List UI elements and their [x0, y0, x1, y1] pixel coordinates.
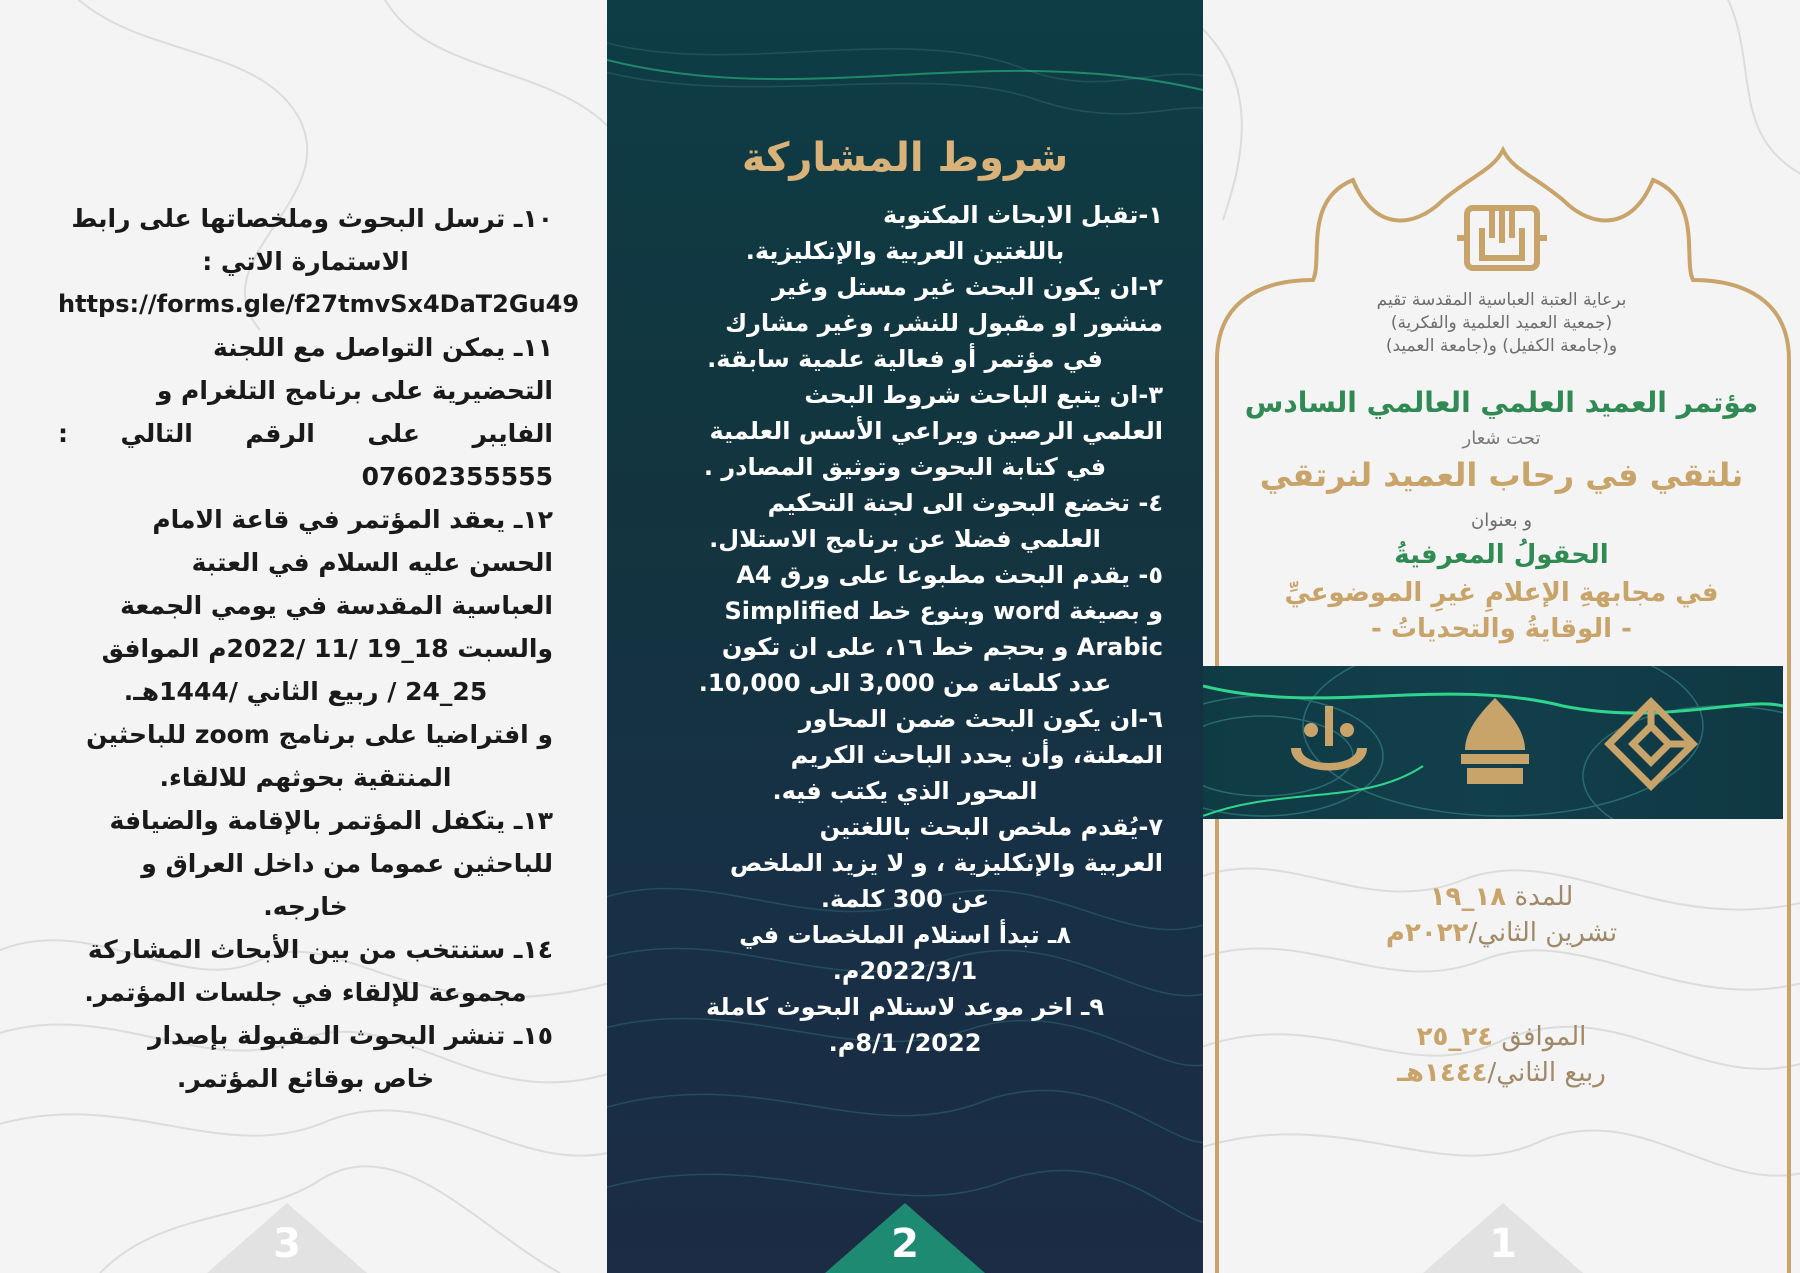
text-line: في مؤتمر أو فعالية علمية سابقة.	[707, 345, 1103, 373]
page-number-3: 3	[207, 1203, 367, 1273]
sponsor-line: و(جامعة الكفيل) و(جامعة العميد)	[1385, 336, 1618, 356]
text-line: ١-تقبل الابحاث المكتوبة	[882, 201, 1163, 229]
text-line: باللغتين العربية والإنكليزية.	[745, 237, 1065, 265]
period-month-line	[1203, 918, 1800, 948]
text-line: منشور او مقبول للنشر، وغير مشارك	[725, 309, 1163, 337]
under-slogan-label: تحت شعار	[1462, 428, 1541, 449]
text-line: ٣-ان يتبع الباحث شروط البحث	[804, 381, 1163, 409]
text-line: الحسن عليه السلام في العتبة	[191, 548, 553, 577]
panel-1-cover	[1203, 0, 1800, 1273]
text-line: ٦-ان يكون البحث ضمن المحاور	[798, 705, 1163, 733]
text-line: العلمي فضلا عن برنامج الاستلال.	[709, 525, 1101, 553]
text-line: ١٣ـ يتكفل المؤتمر بالإقامة والضيافة	[109, 806, 553, 835]
text-line: للباحثين عموما من داخل العراق و	[141, 849, 553, 878]
text-line: ٥- يقدم البحث مطبوعا على ورق A4	[736, 561, 1163, 589]
text-line: Arabic و بحجم خط ١٦، على ان تكون	[721, 633, 1163, 661]
theme-line: الحقولُ المعرفيةُ	[1394, 540, 1609, 570]
period-year: ٢٠٢٢م	[1385, 918, 1469, 948]
shrine-emblem-icon	[1455, 694, 1535, 790]
text-line: العباسية المقدسة في يومي الجمعة	[120, 591, 553, 620]
text-line: 2022/3/1م.	[832, 957, 978, 985]
society-logo	[1447, 188, 1557, 288]
corresponding-line	[1203, 1022, 1800, 1052]
period-month: تشرين الثاني/	[1468, 918, 1618, 948]
text-line: ٤- تخضع البحوث الى لجنة التحكيم	[767, 489, 1163, 517]
text-line: خاص بوقائع المؤتمر.	[176, 1064, 435, 1093]
text-line: عدد كلماته من 3,000 الى 10,000.	[698, 669, 1112, 697]
emblem-band	[1203, 666, 1783, 819]
corresponding-month-line	[1203, 1058, 1800, 1088]
corresponding-month: ربيع الثاني/	[1487, 1058, 1606, 1088]
conference-name: مؤتمر العميد العلمي العالمي السادس	[1244, 386, 1759, 419]
text-line: ١٤ـ ستنتخب من بين الأبحاث المشاركة	[87, 935, 553, 964]
text-line: خارجه.	[263, 892, 348, 921]
titled-label: و بعنوان	[1470, 510, 1533, 531]
text-line: ١٢ـ يعقد المؤتمر في قاعة الامام	[152, 505, 553, 534]
text-line: ١٥ـ تنشر البحوث المقبولة بإصدار	[148, 1021, 553, 1050]
text-line: و افتراضيا على برنامج zoom للباحثين	[86, 720, 553, 749]
period-days: ١٨_١٩	[1429, 882, 1507, 912]
text-line: عن 300 كلمة.	[820, 885, 990, 913]
text-line: ٩ـ اخر موعد لاستلام البحوث كاملة	[705, 993, 1104, 1021]
period-line	[1203, 882, 1800, 912]
text-line: المعلنة، وأن يحدد الباحث الكريم	[790, 741, 1163, 769]
text-line: 2022/ 8/1م.	[828, 1029, 982, 1057]
corresponding-year: ١٤٤٤هـ	[1397, 1058, 1488, 1088]
text-line: ٨ـ تبدأ استلام الملخصات في	[739, 921, 1071, 949]
text-line: ٧-يُقدم ملخص البحث باللغتين	[819, 813, 1163, 841]
form-link[interactable]: https://forms.gle/f27tmvSx4DaT2Gu49	[58, 290, 580, 318]
page-number-1: 1	[1423, 1203, 1583, 1273]
text-line: المحور الذي يكتب فيه.	[772, 777, 1038, 805]
text-line: و بصيغة word وبنوع خط Simplified	[724, 597, 1163, 625]
text-line: ١٠ـ ترسل البحوث وملخصاتها على رابط	[71, 204, 553, 233]
panel-3	[0, 0, 607, 1273]
theme-line: في مجابهةِ الإعلامِ غيرِ الموضوعيِّ	[1284, 578, 1719, 608]
text-line: والسبت 18_19 /11 /2022م الموافق	[101, 634, 553, 663]
sponsor-line: (جمعية العميد العلمية والفكرية)	[1390, 313, 1613, 333]
text-line: ٢-ان يكون البحث غير مستل وغير	[771, 273, 1163, 301]
slogan: نلتقي في رحاب العميد لنرتقي	[1259, 456, 1744, 494]
period-label: للمدة	[1514, 882, 1574, 912]
sponsor-line: برعاية العتبة العباسية المقدسة تقيم	[1376, 290, 1627, 310]
text-line: الاستمارة الاتي :	[202, 247, 409, 276]
text-line: المنتقية بحوثهم للالقاء.	[159, 763, 452, 792]
corresponding-label: الموافق	[1501, 1022, 1587, 1052]
section-title: شروط المشاركة	[741, 135, 1069, 181]
panel-3-text	[58, 197, 580, 1100]
text-line: في كتابة البحوث وتوثيق المصادر .	[703, 453, 1107, 481]
university-emblem-icon	[1281, 698, 1377, 784]
text-line: مجموعة للإلقاء في جلسات المؤتمر.	[84, 978, 527, 1007]
panel-2	[607, 0, 1203, 1273]
text-line: ١١ـ يمكن التواصل مع اللجنة	[212, 333, 553, 362]
theme-line: - الوقايةُ والتحدياتُ -	[1371, 614, 1632, 644]
text-line: العلمي الرصين ويراعي الأسس العلمية	[709, 417, 1163, 445]
page-number-2: 2	[825, 1203, 985, 1273]
text-line: التحضيرية على برنامج التلغرام و	[156, 376, 553, 405]
participation-conditions	[647, 197, 1163, 1061]
phone-line: الفايبر على الرقم التالي : 07602355555	[58, 419, 553, 491]
text-line: العربية والإنكليزية ، و لا يزيد الملخص	[729, 849, 1163, 877]
text-line: 25_24 / ربيع الثاني /1444هـ.	[123, 677, 488, 706]
corresponding-days: ٢٤_٢٥	[1416, 1022, 1494, 1052]
calligraphy-emblem-icon	[1603, 696, 1699, 792]
